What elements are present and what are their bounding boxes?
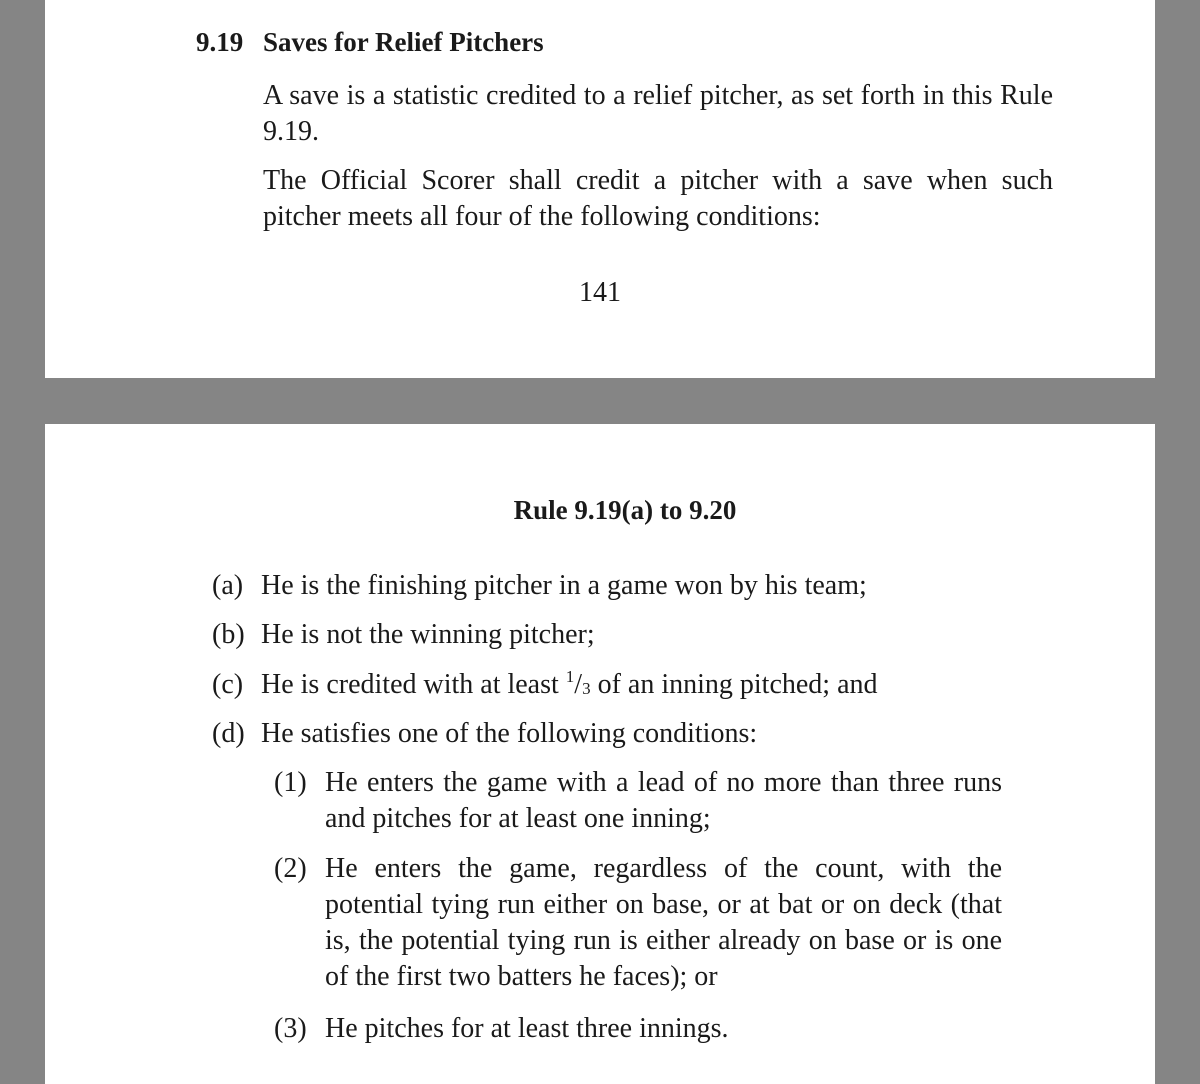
condition-marker: (d): [212, 718, 245, 749]
sub-condition-text: He enters the game with a lead of no more than three runs and pitches for at least one inning;: [325, 767, 1002, 834]
fraction-separator: /: [574, 669, 583, 700]
condition-text: He satisfies one of the following conditions:: [261, 718, 758, 749]
page-top: [45, 0, 1155, 378]
sub-condition-marker: (1): [274, 767, 307, 798]
paragraph-conditions-intro: The Official Scorer shall credit a pitcher with a save when such pitcher meets all four of the following conditions:: [263, 165, 1053, 232]
condition-marker: (a): [212, 570, 244, 601]
sub-condition-text: He pitches for at least three innings.: [325, 1013, 729, 1044]
fraction-one-third: [566, 669, 591, 700]
sub-condition-marker: (3): [274, 1013, 307, 1044]
running-head: Rule 9.19(a) to 9.20: [513, 495, 737, 525]
condition-text-before: He is credited with at least: [261, 669, 559, 700]
fraction-numerator: 1: [565, 667, 575, 686]
paragraph-definition: A save is a statistic credited to a relief pitcher, as set forth in this Rule 9.19.: [263, 80, 1053, 147]
condition-text: [261, 667, 878, 703]
condition-marker: (c): [212, 669, 244, 700]
sub-condition-marker: (2): [274, 853, 307, 884]
fraction-denominator: 3: [582, 679, 591, 698]
condition-text: He is the finishing pitcher in a game won by his team;: [261, 570, 867, 601]
section-heading: [196, 27, 544, 58]
page-number: 141: [579, 277, 621, 308]
section-number: 9.19: [196, 27, 244, 57]
section-title: Saves for Relief Pitchers: [263, 27, 544, 57]
condition-marker: (b): [212, 619, 245, 650]
page-bottom: [45, 424, 1155, 1084]
condition-text: He is not the winning pitcher;: [261, 619, 595, 650]
sub-condition-text: He enters the game, regardless of the count, with the potential tying run either on base, or at bat or on deck (that is, the potential tying run is either already on base or is one of the first two batters he faces); or: [325, 853, 1002, 992]
condition-text-after: of an inning pitched; and: [597, 669, 878, 700]
